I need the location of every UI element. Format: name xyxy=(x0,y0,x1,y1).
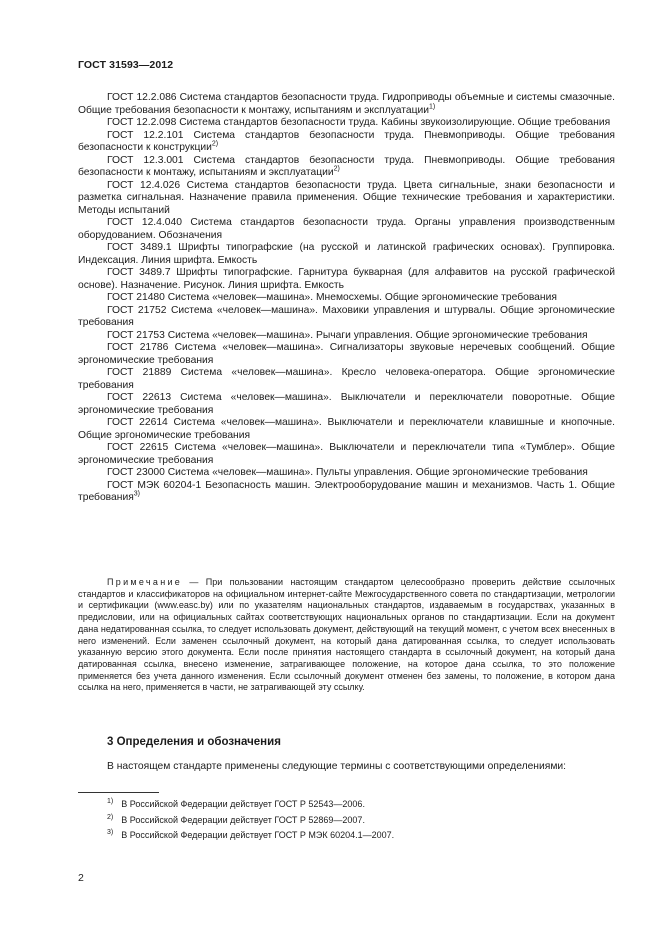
reference-entry: ГОСТ МЭК 60204-1 Безопасность машин. Электрооборудование машин и механизмов. Часть 1. Общие требования$^{3)}$ xyxy=(78,479,615,503)
reference-entry: ГОСТ 22613 Система «человек—машина». Выключатели и переключатели поворотные. Общие эргономические требования xyxy=(78,392,615,416)
reference-entry: ГОСТ 12.2.098 Система стандартов безопасности труда. Кабины звукоизолирующие. Общие требования xyxy=(107,117,611,128)
reference-entry: ГОСТ 23000 Система «человек—машина». Пульты управления. Общие эргономические требования xyxy=(107,467,588,478)
section-lead: В настоящем стандарте применены следующие термины с соответствующими определениями: xyxy=(107,761,567,772)
reference-entry: ГОСТ 21786 Система «человек—машина». Сигнализаторы звуковые неречевых сообщений. Общие эргономические требования xyxy=(78,342,615,366)
normative-references-list xyxy=(78,92,615,505)
note-text: — При пользовании настоящим стандартом целесообразно проверить действие ссылочных стандартов и классификаторов на официальном интернет-сайте Межгосударственного совета по стандартизации, метрологии и сертификации (www.easc.by) или по указателям национальных стандартов, издаваемым в государствах, указанных в предисловии, или на официальных сайтах соответствующих национальных органов по стандартизации. Если на документ дана недатированная ссылка, то следует использовать документ, действующий на текущий момент, с учетом всех внесенных в него изменений. Если заменен ссылочный документ, на который дана датированная ссылка, то следует использовать указанную версию этого документа. Если после принятия настоящего стандарта в ссылочный документ, на который дана датированная ссылка, внесено изменение, затрагивающее положение, на которое дана ссылка, то это положение применяется без учета данного изменения. Если ссылочный документ отменен без замены, то положение, в котором дана ссылка на него, применяется в части, не затрагивающей эту ссылку. xyxy=(78,577,615,693)
reference-entry: ГОСТ 12.4.040 Система стандартов безопасности труда. Органы управления производственным оборудованием. Обозначения xyxy=(78,217,615,241)
reference-entry: ГОСТ 21752 Система «человек—машина». Маховики управления и штурвалы. Общие эргономические требования xyxy=(78,304,615,328)
footnotes xyxy=(107,797,607,844)
references-note xyxy=(78,577,615,694)
footnote: $^{1)}$ В Российской Федерации действует ГОСТ Р 52543—2006. xyxy=(107,798,365,809)
note-label: Примечание xyxy=(107,577,183,587)
reference-entry: ГОСТ 12.3.001 Система стандартов безопасности труда. Пневмоприводы. Общие требования безопасности к монтажу, испытаниям и эксплуатации$^{2)}$ xyxy=(78,154,615,178)
reference-entry: ГОСТ 12.2.101 Система стандартов безопасности труда. Пневмоприводы. Общие требования безопасности к конструкции$^{2)}$ xyxy=(78,129,615,153)
footnote: $^{2)}$ В Российской Федерации действует ГОСТ Р 52869—2007. xyxy=(107,813,365,825)
footnote: $^{3)}$ В Российской Федерации действует ГОСТ Р МЭК 60204.1—2007. xyxy=(107,829,395,840)
reference-entry: ГОСТ 12.4.026 Система стандартов безопасности труда. Цвета сигнальные, знаки безопасности и разметка сигнальная. Назначение правила применения. Общие технические требования и характеристики. Методы испытаний xyxy=(78,179,615,216)
section-title: 3 Определения и обозначения xyxy=(107,736,281,748)
reference-entry: ГОСТ 3489.1 Шрифты типографские (на русской и латинской графических основах). Группировка. Индексация. Линия шрифта. Емкость xyxy=(78,242,615,266)
footnote-divider xyxy=(78,792,159,793)
reference-entry: ГОСТ 22615 Система «человек—машина». Выключатели и переключатели типа «Тумблер». Общие эргономические требования xyxy=(78,442,615,466)
reference-entry: ГОСТ 21480 Система «человек—машина». Мнемосхемы. Общие эргономические требования xyxy=(107,292,557,303)
page-number: 2 xyxy=(78,872,84,884)
reference-entry: ГОСТ 22614 Система «человек—машина». Выключатели и переключатели клавишные и кнопочные. Общие эргономические требования xyxy=(78,417,615,441)
reference-entry: ГОСТ 21889 Система «человек—машина». Кресло человека-оператора. Общие эргономические требования xyxy=(78,367,615,391)
reference-entry: ГОСТ 3489.7 Шрифты типографские. Гарнитура букварная (для алфавитов на русской графической основе). Назначение. Рисунок. Линия шрифта. Емкость xyxy=(78,267,615,291)
reference-entry: ГОСТ 12.2.086 Система стандартов безопасности труда. Гидроприводы объемные и системы смазочные. Общие требования безопасности к монтажу, испытаниям и эксплуатации$^{1)}$ xyxy=(78,92,615,116)
reference-entry: ГОСТ 21753 Система «человек—машина». Рычаги управления. Общие эргономические требования xyxy=(107,329,588,341)
page-header: ГОСТ 31593—2012 xyxy=(78,59,174,71)
